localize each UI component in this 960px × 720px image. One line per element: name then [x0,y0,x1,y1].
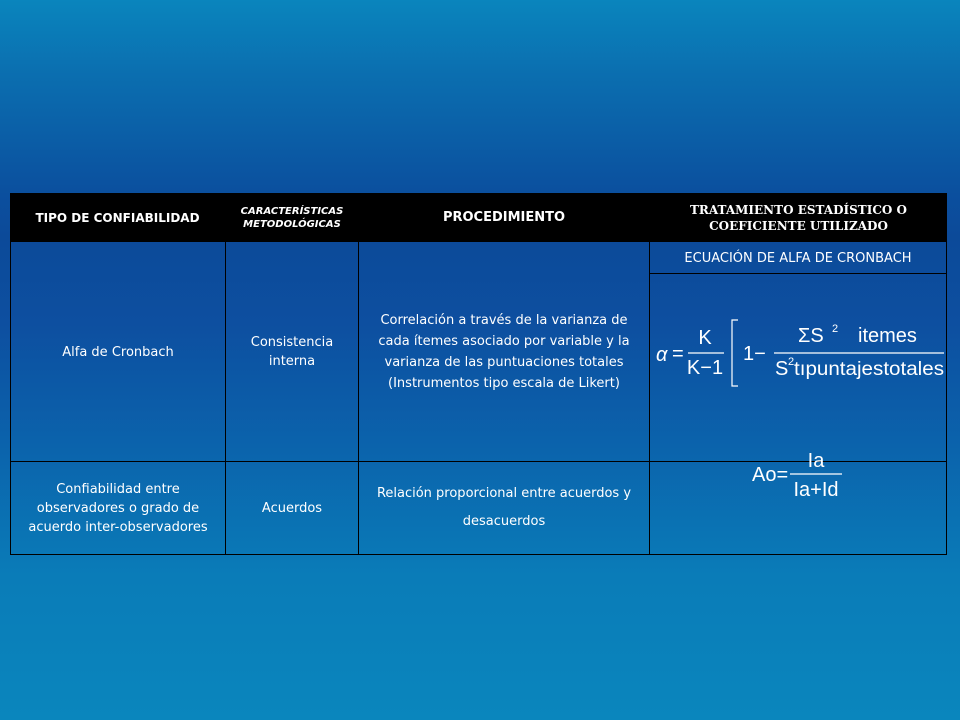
k-denominator: K−1 [686,357,724,379]
agreement-formula [650,445,946,505]
puntajes-label: tıpuntajestotales [794,359,944,380]
row1-procedimiento: Correlación a través de la varianza de cada ítemes asociado por variable y la varianza de las puntuaciones totales (Instrumentos tipo escala de Likert) [378,313,630,391]
reliability-table [10,193,947,555]
header-caracteristicas: CARACTERÍSTICAS METODOLÓGICAS [240,205,344,230]
border-right [946,242,947,555]
row1-tipo: Alfa de Cronbach [62,344,174,360]
ia-numerator: Ia [807,450,825,472]
border-bottom [10,554,947,555]
equals-sign: = [672,343,684,365]
ao-lhs: Ao= [752,464,789,486]
ia-id-denominator: Ia+Id [793,479,839,501]
header-tratamiento: TRATAMIENTO ESTADÍSTICO O COEFICIENTE UTILIZADO [690,202,907,233]
alpha-symbol: α [656,344,668,366]
s-superscript: 2 [788,356,795,368]
row2-procedimiento: Relación proporcional entre acuerdos y desacuerdos [376,486,632,529]
items-label: itemes [858,325,917,347]
left-bracket [732,320,738,386]
row2-caracteristicas: Acuerdos [261,500,323,516]
table-header-row [10,193,947,242]
one-minus: 1− [743,343,766,365]
row1-caracteristicas: Consistencia interna [250,335,334,369]
equation-title: ECUACIÓN DE ALFA DE CRONBACH [684,250,912,266]
sigma-superscript: 2 [832,323,839,335]
sigma-s2: ΣS [798,325,824,347]
header-tipo: TIPO DE CONFIABILIDAD [35,210,200,225]
k-numerator: K [698,327,712,349]
s-total: S [775,358,789,380]
cronbach-formula [650,274,946,460]
row2-tipo: Confiabilidad entre observadores o grado de acuerdo inter-observadores [28,481,208,535]
header-procedimiento: PROCEDIMIENTO [442,210,566,225]
